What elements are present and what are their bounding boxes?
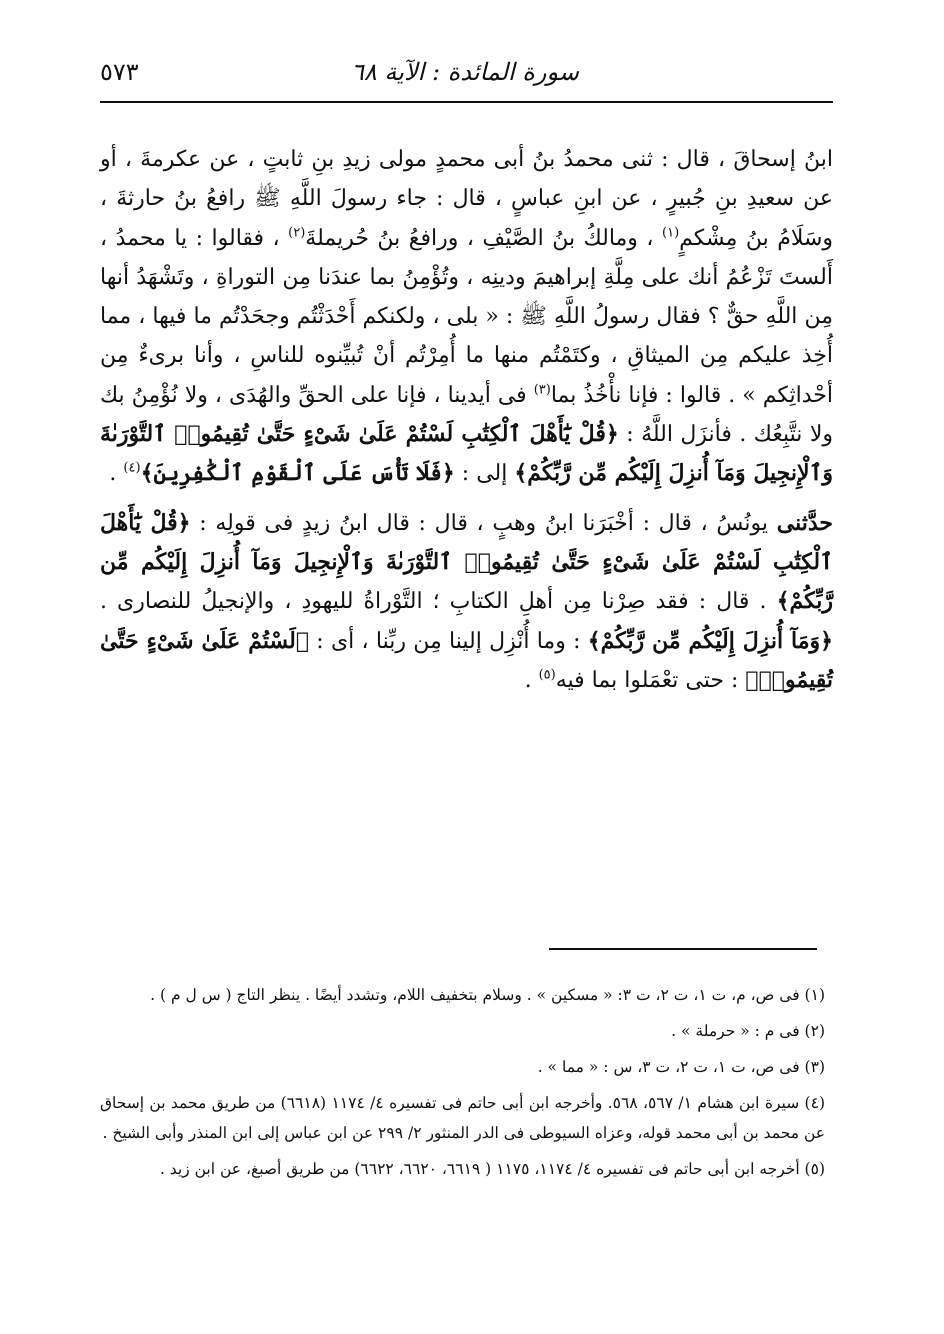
- text-segment: : وما أُنْزِل إلينا مِن ربِّنا ، أى :: [309, 628, 588, 654]
- running-header: [100, 52, 830, 92]
- paragraph: [100, 140, 833, 494]
- text-segment: ، فقالوا : يا محمدُ ، أَلستَ تَزْعُمُ أنك على مِلَّةِ إبراهيمَ ودينِه ، وتُؤْمِنُ بما عندَنا مِن التوراةِ ، وتَشْهَدُ أنها مِن اللَّهِ حقٌّ ؟ فقال رسولُ اللَّهِ ﷺ : « بلى ، ولكنكم أَحْدَثْتُم وجحَدْتُم ما فيها ، مما أُخِذ عليكم مِن الميثاقِ ، وكتَمْتُم منها ما أُمِرْتُم أنْ تُبيِّنوه للناسِ ، وأنا برىءٌ مِن أحْداثِكم » . قالوا : فإنا نأْخُذُ بما: [100, 225, 833, 408]
- footnote-marker: (١): [662, 225, 680, 241]
- text-segment: يونُسُ ، قال : أخْبَرَنا ابنُ وهبٍ ، قال : قال ابنُ زيدٍ فى قولِه :: [190, 510, 777, 536]
- footnote-marker: (٢): [288, 225, 306, 241]
- surah-title: سورة المائدة : الآية ٦٨: [351, 58, 579, 86]
- footnote-marker: (٣): [533, 382, 551, 398]
- footnotes: [100, 980, 825, 1190]
- main-text: [100, 140, 833, 700]
- paragraph: [100, 504, 833, 700]
- text-segment: .: [109, 461, 124, 487]
- quran-verse: ﴿قُلْ يَٰٓأَهْلَ ٱلْكِتَٰبِ لَسْتُمْ عَلَىٰ شَىْءٍ حَتَّىٰ تُقِيمُوا۟ ٱلتَّوْرَىٰةَ وَٱلْإِنجِيلَ وَمَآ أُنزِلَ إِلَيْكُم مِّن رَّبِّكُمْ﴾: [100, 421, 833, 487]
- footnote-item: (٤) سيرة ابن هشام ١/ ٥٦٧، ٥٦٨. وأخرجه ابن أبى حاتم فى تفسيره ٤/ ١١٧٤ (٦٦١٨) من طريق محمد بن إسحاق عن محمد بن أبى محمد قوله، وعزاه السيوطى فى الدر المنثور ٢/ ٢٩٩ عن ابن عباس إلى ابن المنذر وأبى الشيخ .: [100, 1094, 825, 1142]
- footnote-item: (٥) أخرجه ابن أبى حاتم فى تفسيره ٤/ ١١٧٤، ١١٧٥ ( ٦٦١٩، ٦٦٢٠، ٦٦٢٢) من طريق أصبغ، عن ابن زيد .: [159, 1160, 825, 1178]
- text-segment: ، ومالكُ بنُ الصَّيْفِ ، ورافعُ بنُ حُريملةَ: [305, 225, 663, 251]
- footnote-marker: (٤): [123, 461, 141, 477]
- footnote-separator: [549, 948, 817, 950]
- page-number: ٥٧٣: [100, 58, 139, 86]
- narration-keyword: حدَّثنى: [776, 509, 833, 536]
- quran-verse: ﴿لَسْتُمْ عَلَىٰ شَىْءٍ حَتَّىٰ تُقِيمُوا۟﴾: [100, 627, 833, 693]
- text-segment: ابنُ إسحاقَ ، قال : ثنى محمدُ بنُ أبى محمدٍ مولى زيدِ بنِ ثابتٍ ، عن عكرمةَ ، أو عن سعيدِ بنِ جُبيرٍ ، عن ابنِ عباسٍ ، قال : جاء رسولَ اللَّهِ ﷺ رافعُ بنُ حارثةَ ، وسَلَامُ بنُ مِشْكمٍ: [100, 147, 834, 251]
- text-segment: إلى :: [454, 461, 515, 487]
- footnote-item: (٢) فى م : « حرملة » .: [671, 1022, 825, 1040]
- text-segment: .: [524, 667, 539, 693]
- quran-verse: ﴿وَمَآ أُنزِلَ إِلَيْكُم مِّن رَّبِّكُمْ﴾: [587, 627, 834, 654]
- footnote-item: (٣) فى ص، ت ١، ت ٢، ت ٣، س : « مما » .: [537, 1058, 825, 1076]
- footnote-item: (١) فى ص، م، ت ١، ت ٢، ت ٣: « مسكين » . وسلام بتخفيف اللام، وتشدد أيضًا . ينظر التاج ( س ل م ) .: [150, 986, 825, 1004]
- text-segment: . قال : فقد صِرْنا مِن أهلِ الكتابِ ؛ التَّوْراةُ لليهودِ ، والإنجيلُ للنصارى .: [100, 589, 777, 615]
- header-rule: [100, 101, 833, 103]
- quran-verse: ﴿فَلَا تَأْسَ عَلَى ٱلْقَوْمِ ٱلْكَٰفِرِينَ﴾: [140, 460, 455, 487]
- quran-verse: ﴿قُلْ يَٰٓأَهْلَ ٱلْكِتَٰبِ لَسْتُمْ عَلَىٰ شَىْءٍ حَتَّىٰ تُقِيمُوا۟ ٱلتَّوْرَىٰةَ وَٱلْإِنجِيلَ وَمَآ أُنزِلَ إِلَيْكُم مِّن رَّبِّكُمْ﴾: [100, 509, 833, 615]
- footnote-marker: (٥): [538, 667, 556, 683]
- text-segment: فى أيدينا ، فإنا على الحقِّ والهُدَى ، ولا نُؤْمِنُ بك ولا نتَّبِعُك . فأنزَل اللَّهُ :: [100, 382, 833, 448]
- text-segment: : حتى تعْمَلوا بما فيه: [555, 667, 746, 693]
